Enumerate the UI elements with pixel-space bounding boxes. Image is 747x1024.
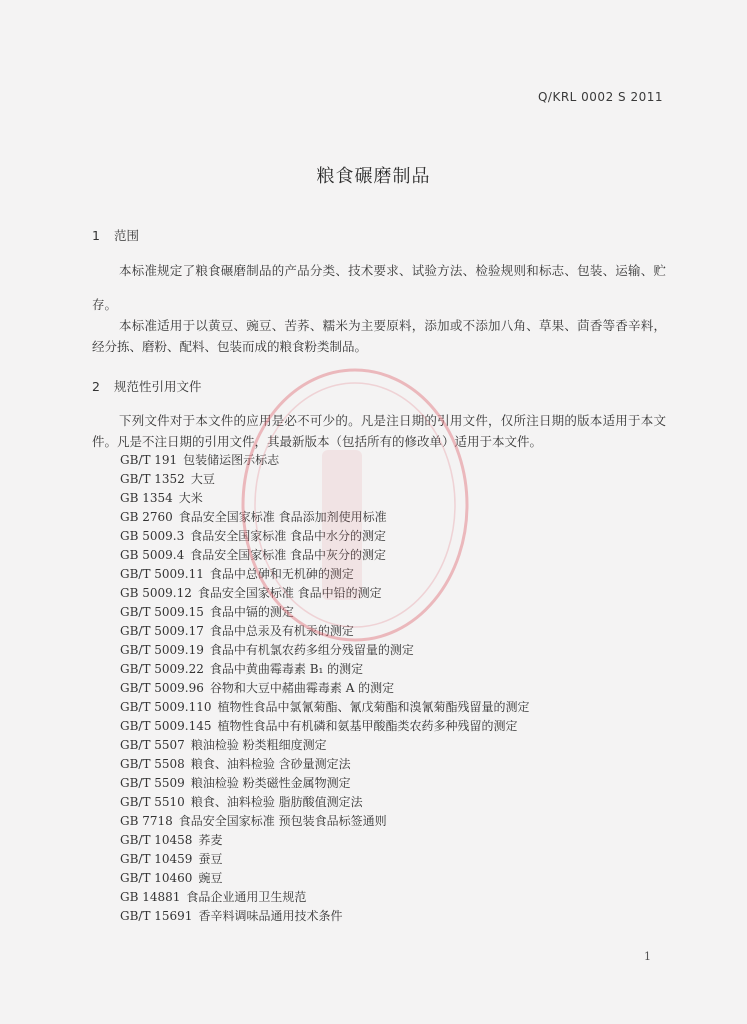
reference-item (120, 508, 530, 527)
reference-name: 食品中总汞及有机汞的测定 (209, 624, 354, 638)
reference-code: GB/T 10460 (120, 871, 193, 885)
reference-item (120, 698, 530, 717)
reference-name: 食品安全国家标准 食品中灰分的测定 (190, 548, 387, 562)
section-title: 规范性引用文件 (113, 379, 202, 394)
reference-item (120, 812, 530, 831)
reference-code: GB 7718 (120, 814, 173, 828)
reference-code: GB/T 5507 (120, 738, 185, 752)
reference-name: 食品安全国家标准 食品添加剂使用标准 (178, 510, 387, 524)
reference-code: GB 1354 (120, 491, 173, 505)
reference-item (120, 736, 530, 755)
reference-code: GB/T 5009.11 (120, 567, 204, 581)
reference-code: GB/T 10458 (120, 833, 193, 847)
references-intro-paragraph: 下列文件对于本文件的应用是必不可少的。凡是注日期的引用文件，仅所注日期的版本适用于本文件。凡是不注日期的引用文件，其最新版本（包括所有的修改单）适用于本文件。 (92, 413, 666, 449)
reference-item (120, 869, 530, 888)
reference-name: 粮食、油料检验 含砂量测定法 (190, 757, 351, 771)
section-2-heading (92, 377, 202, 395)
reference-name: 大米 (178, 491, 203, 505)
reference-name: 食品安全国家标准 预包装食品标签通则 (178, 814, 387, 828)
reference-name: 蚕豆 (198, 852, 223, 866)
reference-name: 食品安全国家标准 食品中水分的测定 (190, 529, 387, 543)
reference-item (120, 584, 530, 603)
reference-code: GB/T 1352 (120, 472, 185, 486)
reference-name: 豌豆 (198, 871, 223, 885)
reference-item (120, 470, 530, 489)
reference-item (120, 850, 530, 869)
reference-item (120, 622, 530, 641)
reference-code: GB/T 5510 (120, 795, 185, 809)
reference-name: 粮油检验 粉类粗细度测定 (190, 738, 327, 752)
reference-item (120, 793, 530, 812)
section-number: 1 (92, 228, 100, 243)
reference-name: 包装储运图示标志 (183, 453, 280, 467)
section-1-heading (92, 226, 139, 244)
reference-item (120, 888, 530, 907)
reference-code: GB/T 5509 (120, 776, 185, 790)
reference-name: 食品中黄曲霉毒素 B₁ 的测定 (209, 662, 364, 676)
reference-name: 食品中有机氯农药多组分残留量的测定 (209, 643, 414, 657)
reference-item (120, 755, 530, 774)
section-title: 范围 (113, 228, 139, 243)
reference-code: GB/T 191 (120, 453, 178, 467)
reference-name: 谷物和大豆中赭曲霉毒素 A 的测定 (209, 681, 395, 695)
scope-paragraph-1: 本标准规定了粮食碾磨制品的产品分类、技术要求、试验方法、检验规则和标志、包装、运输、贮存。 (92, 263, 666, 312)
reference-item (120, 603, 530, 622)
reference-code: GB/T 10459 (120, 852, 193, 866)
document-title: 粮食碾磨制品 (316, 166, 431, 187)
reference-code: GB/T 5508 (120, 757, 185, 771)
reference-item (120, 717, 530, 736)
normative-references-list (120, 451, 530, 926)
page-number: 1 (644, 950, 651, 963)
reference-code: GB 5009.12 (120, 586, 192, 600)
reference-code: GB 5009.3 (120, 529, 185, 543)
reference-name: 香辛料调味品通用技术条件 (198, 909, 343, 923)
reference-name: 粮食、油料检验 脂肪酸值测定法 (190, 795, 363, 809)
reference-name: 荞麦 (198, 833, 223, 847)
reference-item (120, 831, 530, 850)
reference-item (120, 660, 530, 679)
reference-name: 食品安全国家标准 食品中铅的测定 (197, 586, 382, 600)
reference-name: 食品企业通用卫生规范 (186, 890, 307, 904)
reference-item (120, 907, 530, 926)
reference-name: 植物性食品中有机磷和氨基甲酸酯类农药多种残留的测定 (217, 719, 518, 733)
reference-code: GB 2760 (120, 510, 173, 524)
reference-item (120, 774, 530, 793)
reference-item (120, 546, 530, 565)
reference-item (120, 489, 530, 508)
reference-code: GB/T 5009.22 (120, 662, 204, 676)
reference-name: 食品中镉的测定 (209, 605, 294, 619)
reference-name: 植物性食品中氯氰菊酯、氰戊菊酯和溴氰菊酯残留量的测定 (217, 700, 530, 714)
reference-name: 粮油检验 粉类磁性金属物测定 (190, 776, 351, 790)
reference-code: GB/T 15691 (120, 909, 193, 923)
reference-code: GB/T 5009.15 (120, 605, 204, 619)
section-number: 2 (92, 379, 100, 394)
reference-name: 大豆 (190, 472, 215, 486)
reference-item (120, 565, 530, 584)
reference-item (120, 679, 530, 698)
reference-code: GB/T 5009.19 (120, 643, 204, 657)
document-code: Q/KRL 0002 S 2011 (537, 90, 663, 104)
reference-code: GB/T 5009.96 (120, 681, 204, 695)
reference-item (120, 451, 530, 470)
reference-name: 食品中总砷和无机砷的测定 (209, 567, 354, 581)
reference-code: GB/T 5009.145 (120, 719, 212, 733)
reference-code: GB/T 5009.17 (120, 624, 204, 638)
reference-code: GB 5009.4 (120, 548, 185, 562)
scope-paragraph-2: 本标准适用于以黄豆、豌豆、苦荞、糯米为主要原料，添加或不添加八角、草果、茴香等香辛料，经分拣、磨粉、配料、包装而成的粮食粉类制品。 (92, 318, 666, 354)
reference-code: GB/T 5009.110 (120, 700, 212, 714)
reference-item (120, 527, 530, 546)
reference-item (120, 641, 530, 660)
reference-code: GB 14881 (120, 890, 181, 904)
